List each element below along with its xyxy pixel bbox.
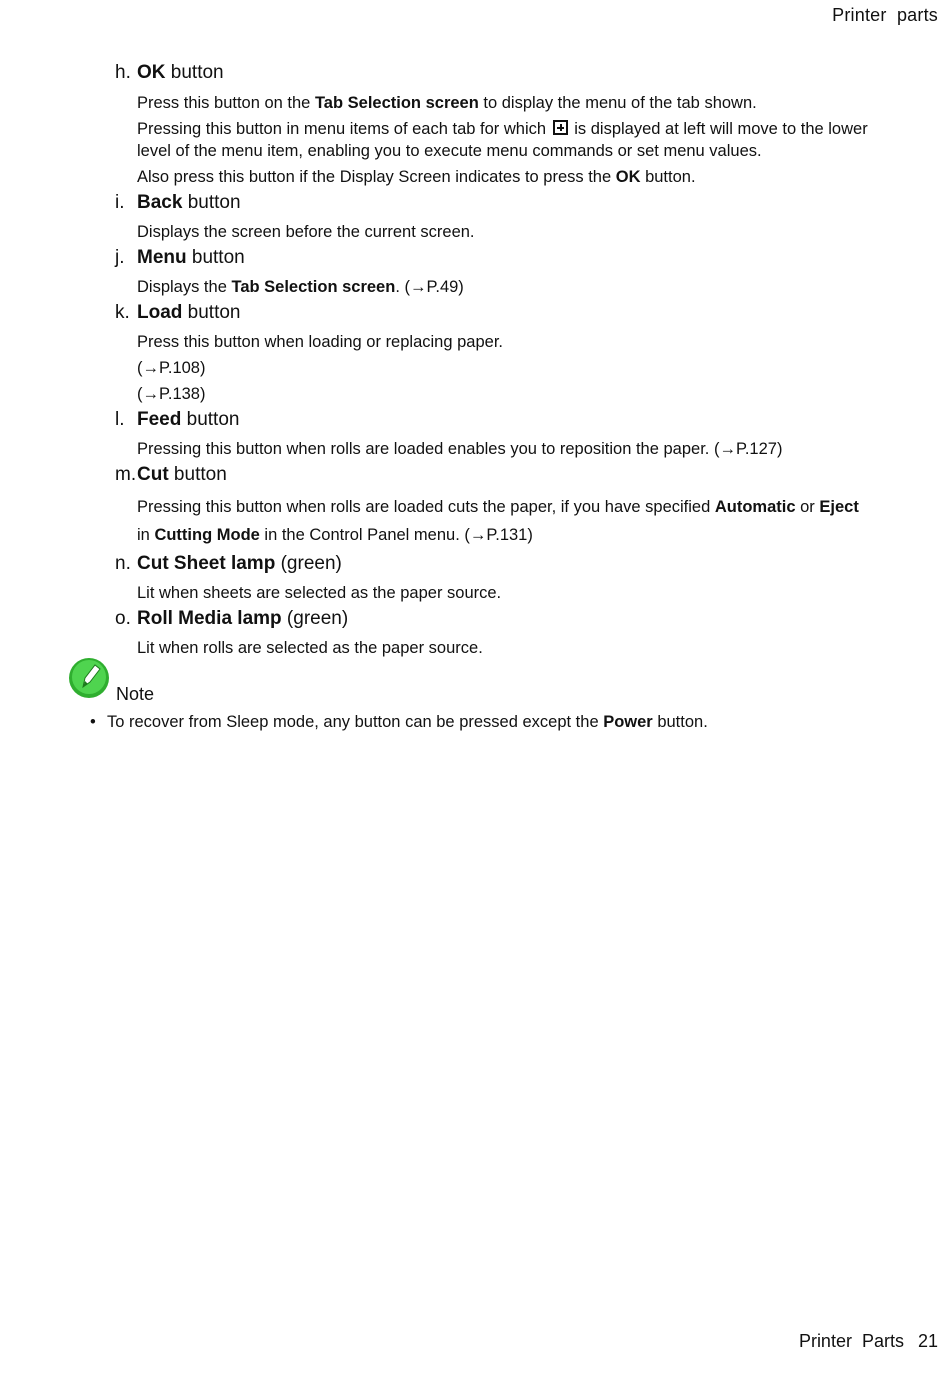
- item-description: Displays the Tab Selection screen. (→P.49): [137, 278, 464, 296]
- item-title: Feed button: [137, 409, 240, 430]
- item-description: Lit when rolls are selected as the paper source.: [137, 639, 483, 657]
- item-description: Press this button when loading or replacing paper.: [137, 333, 503, 351]
- item-letter: o.: [115, 608, 131, 629]
- item-cut-sheet-lamp: [0, 551, 950, 606]
- item-letter: l.: [115, 409, 125, 430]
- item-title: OK button: [137, 62, 224, 83]
- running-header: Printer parts: [832, 5, 938, 25]
- plus-box-icon: [553, 120, 568, 135]
- pencil-note-icon: [68, 657, 110, 699]
- button-descriptions: [0, 60, 950, 661]
- item-description: Pressing this button when rolls are loaded cuts the paper, if you have specified Automatic or Eject in Cutting Mode in the Control Panel menu. (→P.131): [137, 498, 859, 544]
- page-reference: (→P.138): [137, 385, 206, 403]
- item-title: Cut Sheet lamp (green): [137, 553, 342, 574]
- item-feed-button: [0, 407, 950, 462]
- item-load-button: [0, 300, 950, 407]
- note-label: Note: [116, 684, 155, 704]
- item-description: Also press this button if the Display Screen indicates to press the OK button.: [137, 168, 696, 186]
- item-title: Load button: [137, 302, 241, 323]
- footer-section: Printer Parts: [798, 1331, 904, 1351]
- page-reference: (→P.108): [137, 359, 206, 377]
- item-letter: i.: [115, 192, 125, 213]
- item-roll-media-lamp: [0, 606, 950, 661]
- item-letter: h.: [115, 62, 131, 83]
- item-letter: m.: [115, 464, 137, 485]
- item-cut-button: [0, 462, 950, 551]
- item-back-button: [0, 190, 950, 245]
- item-letter: n.: [115, 553, 131, 574]
- note-list-item: • To recover from Sleep mode, any button can be pressed except the Power button.: [90, 713, 708, 731]
- item-letter: k.: [115, 302, 130, 323]
- item-title: Cut button: [137, 464, 227, 485]
- item-description: Pressing this button in menu items of each tab for which is displayed at left will move to the lower level of the menu item, enabling you to execute menu commands or set menu values.: [137, 120, 868, 160]
- item-description: Lit when sheets are selected as the paper source.: [137, 584, 502, 602]
- bullet: •: [90, 713, 96, 731]
- item-letter: j.: [115, 247, 125, 268]
- item-title: Roll Media lamp (green): [137, 608, 349, 629]
- item-title: Back button: [137, 192, 241, 213]
- item-menu-button: [0, 245, 950, 300]
- item-ok-button: [0, 60, 950, 190]
- item-description: Press this button on the Tab Selection screen to display the menu of the tab shown.: [137, 94, 757, 112]
- page-number: 21: [917, 1331, 938, 1351]
- item-description: Displays the screen before the current screen.: [137, 223, 475, 241]
- item-title: Menu button: [137, 247, 245, 268]
- item-description: Pressing this button when rolls are loaded enables you to reposition the paper. (→P.127): [137, 440, 783, 458]
- page-footer: [799, 1331, 938, 1352]
